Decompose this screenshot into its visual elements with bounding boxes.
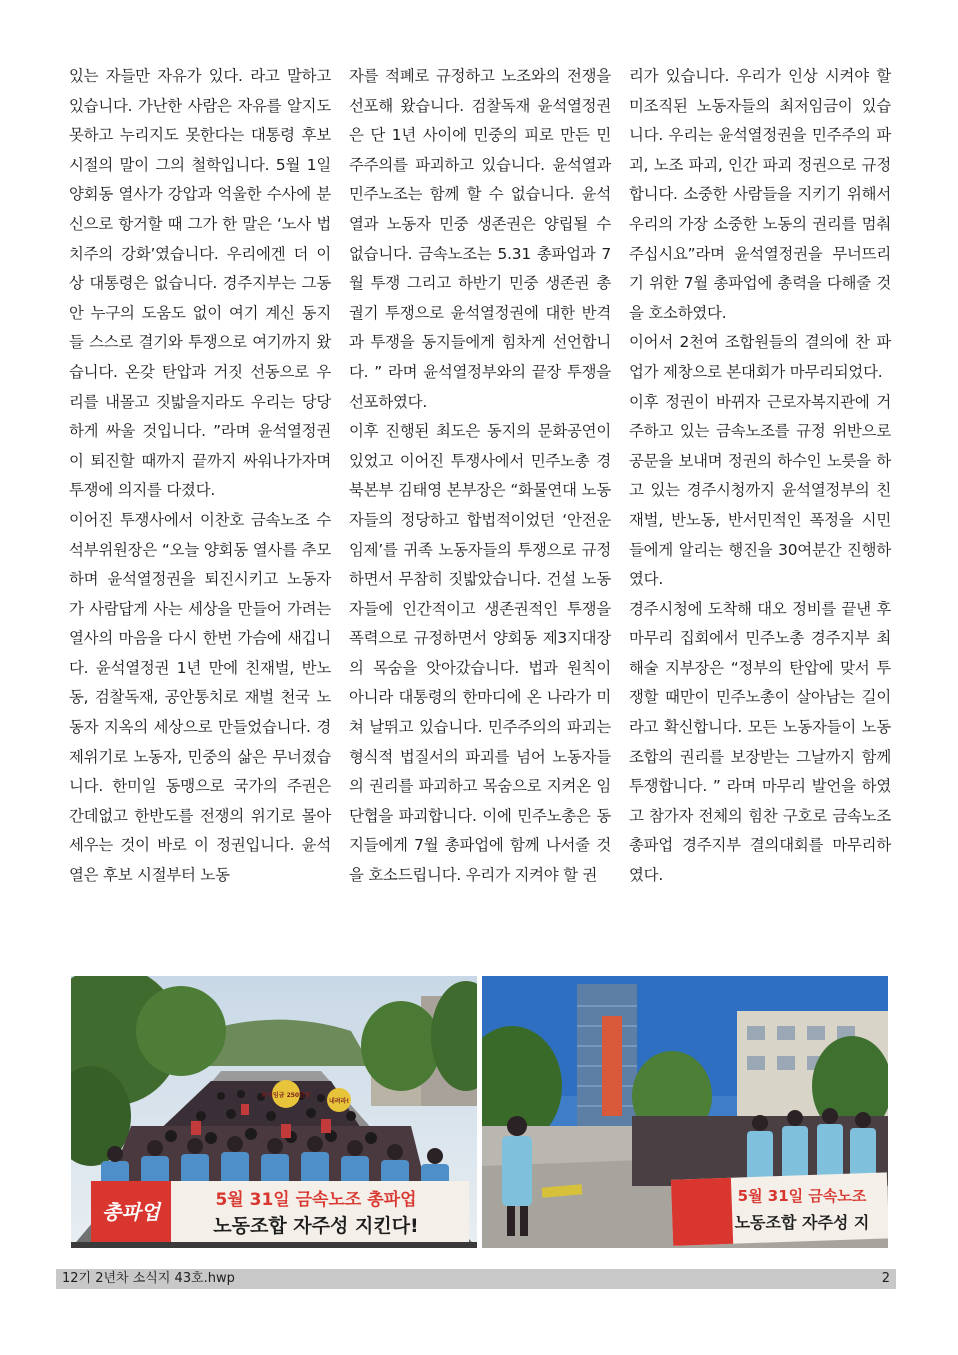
sign-text-2: 내려라! xyxy=(328,1098,350,1105)
document-filename: 12기 2년차 소식지 43호.hwp xyxy=(62,1271,235,1286)
banner-line-2: 노동조합 자주성 지킨다! xyxy=(213,1215,419,1237)
page-number: 2 xyxy=(881,1271,890,1286)
paragraph: 경주시청에 도착해 대오 정비를 끝낸 후 마무리 집회에서 민주노총 경주지부 최해술 지부장은 “정부의 탄압에 맞서 투쟁할 때만이 민주노총이 살아남는 길이라고 확신합니다. 모든 노동자들이 노동조합의 권리를 보장받는 그날까지 함께 투쟁합니다. ” 라며 마무리 발언을 하였고 참가자 전체의 힘찬 구호로 금속노조 총파업 경주지부 결의대회를 마무리하였다. xyxy=(629,599,891,885)
svg-text:총파업: 총파업 xyxy=(102,1200,160,1224)
banner-line-1: 5월 31일 금속노조 총파업 xyxy=(215,1190,417,1210)
article-column-1 xyxy=(69,62,331,891)
paragraph: 이어진 투쟁사에서 이찬호 금속노조 수석부위원장은 “오늘 양회동 열사를 추모하며 윤석열정권을 퇴진시키고 노동자가 사람답게 사는 세상을 만들어 가려는 열사의 마음을 다시 한번 가슴에 새깁니다. 윤석열정권 1년 만에 친재벌, 반노동, 검찰독재, 공안통치로 재벌 천국 노동자 지옥의 세상으로 만들었습니다. 경제위기로 노동자, 민중의 삶은 무너졌습니다. 한미일 동맹으로 국가의 주권은 간데없고 한반도를 전쟁의 위기로 몰아세우는 것이 바로 이 정권입니다. 윤석열은 후보 시절부터 노동 xyxy=(69,510,331,885)
page-footer xyxy=(56,1269,896,1289)
paragraph: 이후 정권이 바뀌자 근로자복지관에 거주하고 있는 금속노조를 규정 위반으로 공문을 보내며 정권의 하수인 노릇을 하고 있는 경주시청까지 윤석열정부의 친재벌, 반노동, 반서민적인 폭정을 시민들에게 알리는 행진을 30여분간 진행하였다. xyxy=(629,392,891,589)
banner-line-2: 노동조합 자주성 지 xyxy=(734,1213,870,1232)
sign-text: 최저임금 250만원 xyxy=(261,1092,311,1099)
paragraph: 이어서 2천여 조합원들의 결의에 찬 파업가 제창으로 본대회가 마무리되었다. xyxy=(629,333,891,381)
paragraph: 이후 진행된 최도은 동지의 문화공연이 있었고 이어진 투쟁사에서 민주노총 경북본부 김태영 본부장은 “화물연대 노동자들의 정당하고 합법적이었던 ‘안전운임제’를 귀족 노동자들의 투쟁으로 규정하면서 무참히 짓밟았습니다. 건설 노동자들에 인간적이고 생존권적인 투쟁을 폭력으로 규정하면서 양회동 제3지대장의 목숨을 앗아갔습니다. 법과 원칙이 아니라 대통령의 한마디에 온 나라가 미쳐 날뛰고 있습니다. 민주주의의 파괴는 형식적 법질서의 파괴를 넘어 노동자들의 권리를 파괴하고 목숨으로 지켜온 임단협을 파괴합니다. 이에 민주노총은 동지들에게 7월 총파업에 함께 나서줄 것을 호소드립니다. 우리가 지켜야 할 권 xyxy=(349,422,611,885)
march-photo-street xyxy=(482,976,888,1248)
paragraph: 자를 적폐로 규정하고 노조와의 전쟁을 선포해 왔습니다. 검찰독재 윤석열정권은 단 1년 사이에 민중의 피로 만든 민주주의를 파괴하고 있습니다. 윤석열과 민주노조는 함께 할 수 없습니다. 윤석열과 노동자 민중 생존권은 양립될 수 없습니다. 금속노조는 5.31 총파업과 7월 투쟁 그리고 하반기 민중 생존권 총궐기 투쟁으로 윤석열정권에 대한 반격과 투쟁을 동지들에게 힘차게 선언합니다. ” 라며 윤석열정부와의 끝장 투쟁을 선포하였다. xyxy=(349,67,611,411)
article-column-2 xyxy=(349,62,611,891)
article-column-3 xyxy=(629,62,891,891)
paragraph: 리가 있습니다. 우리가 인상 시켜야 할 미조직된 노동자들의 최저임금이 있습니다. 우리는 윤석열정권을 민주주의 파괴, 노조 파괴, 인간 파괴 정권으로 규정합니다. 소중한 사람들을 지키기 위해서 우리의 가장 소중한 노동의 권리를 멈춰 주십시요”라며 윤석열정권을 무너뜨리기 위한 7월 총파업에 총력을 다해줄 것을 호소하였다. xyxy=(629,67,891,322)
paragraph: 있는 자들만 자유가 있다. 라고 말하고 있습니다. 가난한 사람은 자유를 알지도 못하고 누리지도 못한다는 대통령 후보 시절의 말이 그의 철학입니다. 5월 1일 양회동 열사가 강압과 억울한 수사에 분신으로 항거할 때 그가 한 말은 ‘노사 법치주의 강화’였습니다. 우리에겐 더 이상 대통령은 없습니다. 경주지부는 그동안 누구의 도움도 없이 여기 계신 동지들 스스로 결기와 투쟁으로 여기까지 왔습니다. 온갖 탄압과 거짓 선동으로 우리를 내몰고 짓밟을지라도 우리는 당당하게 싸울 것입니다. ”라며 윤석열정권이 퇴진할 때까지 끝까지 싸워나가자며 투쟁에 의지를 다졌다. xyxy=(69,67,331,500)
banner-line-1: 5월 31일 금속노조 xyxy=(737,1187,867,1205)
march-photo-avenue xyxy=(71,976,477,1248)
